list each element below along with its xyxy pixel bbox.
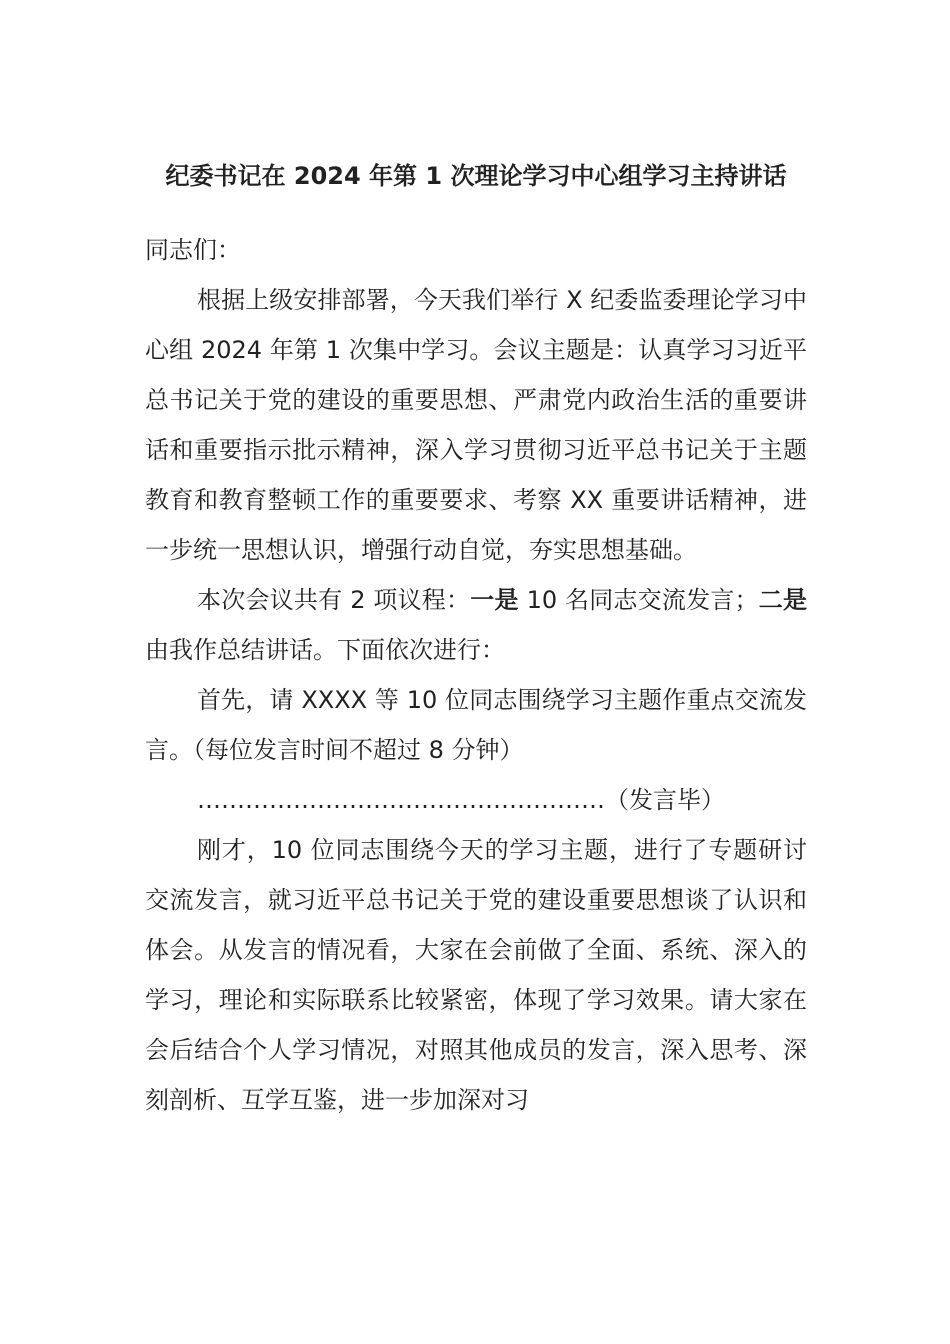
- document-title: 纪委书记在 2024 年第 1 次理论学习中心组学习主持讲话: [165, 162, 787, 190]
- paragraph-speakers: 首先，请 XXXX 等 10 位同志围绕学习主题作重点交流发言。（每位发言时间不超过 8 分钟）: [145, 686, 807, 764]
- paragraph-summary: 刚才，10 位同志围绕今天的学习主题，进行了专题研讨交流发言，就习近平总书记关于党的建设重要思想谈了认识和体会。从发言的情况看，大家在会前做了全面、系统、深入的学习，理论和实际联系比较紧密，体现了学习效果。请大家在会后结合个人学习情况，对照其他成员的发言，深入思考、深刻剖析、互学互鉴，进一步加深对习: [145, 836, 807, 1114]
- document-body: [145, 225, 807, 1125]
- salutation: 同志们：: [145, 236, 241, 264]
- agenda-item-one-text: 10 名同志交流发言；: [518, 586, 759, 614]
- paragraph-opening: 根据上级安排部署，今天我们举行 X 纪委监委理论学习中心组 2024 年第 1 次集中学习。会议主题是：认真学习习近平总书记关于党的建设的重要思想、严肃党内政治生活的重要讲话和重要指示批示精神，深入学习贯彻习近平总书记关于主题教育和教育整顿工作的重要要求、考察 XX 重要讲话精神，进一步统一思想认识，增强行动自觉，夯实思想基础。: [145, 286, 807, 564]
- paragraph-agenda: [145, 575, 807, 675]
- agenda-item-two-text: 由我作总结讲话。下面依次进行：: [145, 636, 505, 664]
- agenda-item-one-label: 一是: [470, 586, 519, 614]
- paragraph-speech-end: ……………………………………………（发言毕）: [197, 786, 725, 814]
- agenda-lead: 本次会议共有 2 项议程：: [197, 586, 471, 614]
- agenda-item-two-label: 二是: [758, 586, 808, 614]
